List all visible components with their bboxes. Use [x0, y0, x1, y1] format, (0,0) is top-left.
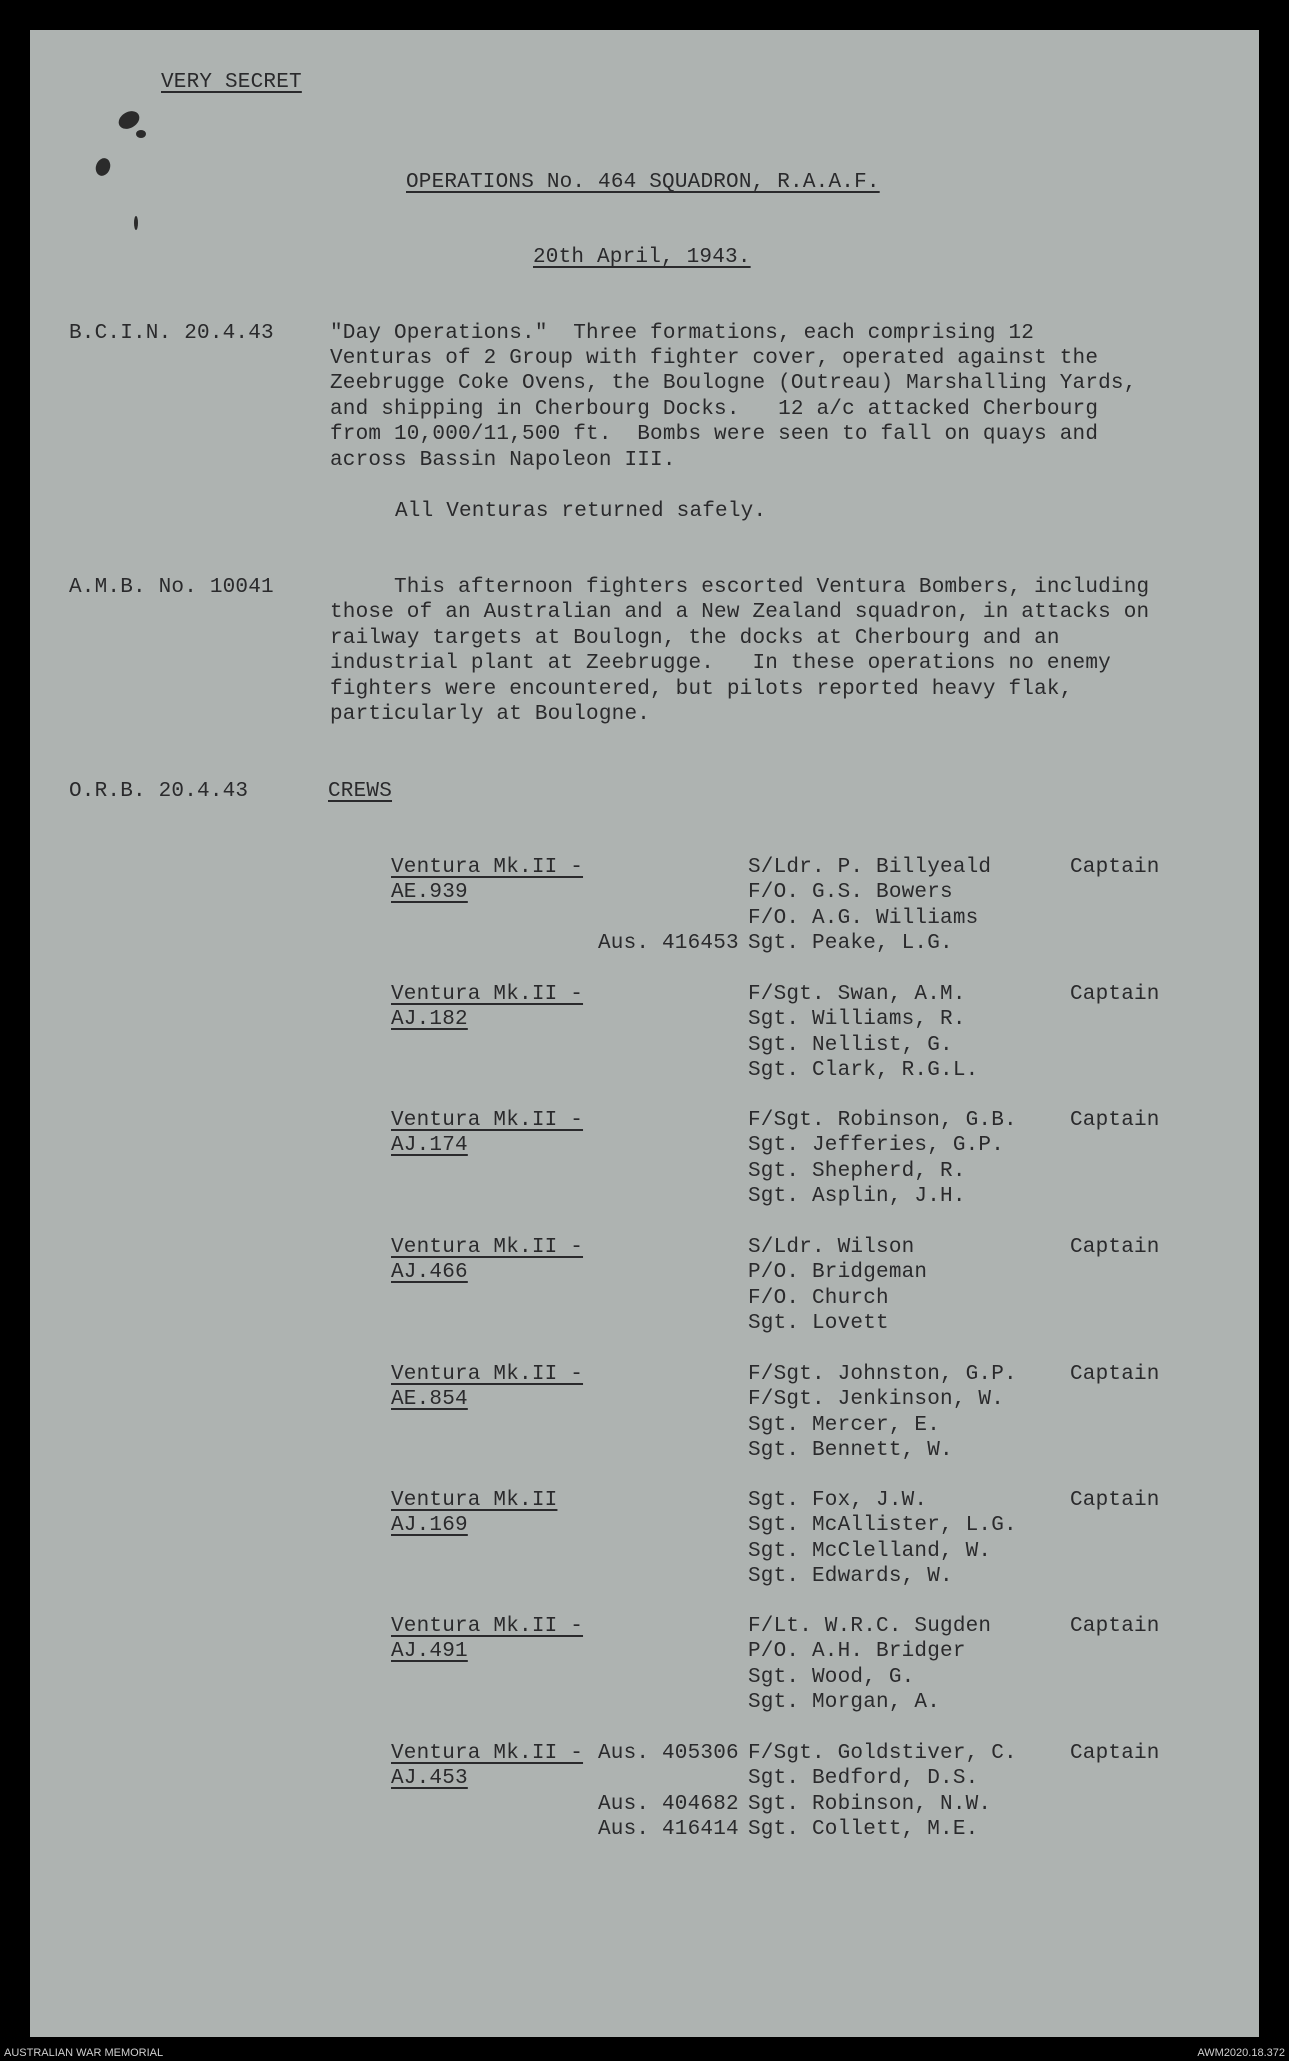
section-line: "Day Operations." Three formations, each comprising 12 [330, 322, 1035, 345]
aircraft-type: Ventura Mk.II - [391, 983, 584, 1006]
service-number: Aus. 405306 [598, 1742, 739, 1765]
aircraft-serial: AE.854 [391, 1388, 468, 1411]
section-ref: A.M.B. No. 10041 [69, 576, 274, 599]
crew-member: F/Sgt. Swan, A.M. [748, 983, 966, 1006]
section-line: across Bassin Napoleon III. [330, 449, 676, 472]
crew-member: Sgt. Clark, R.G.L. [748, 1059, 979, 1082]
crew-member: Sgt. Shepherd, R. [748, 1160, 966, 1183]
aircraft-type: Ventura Mk.II - [391, 1236, 584, 1259]
aircraft-type: Ventura Mk.II - [391, 856, 584, 879]
crew-member: S/Ldr. Wilson [748, 1236, 915, 1259]
section-line: particularly at Boulogne. [330, 703, 651, 726]
captain-label: Captain [1070, 1109, 1160, 1132]
section-ref: O.R.B. 20.4.43 [69, 780, 249, 803]
crew-member: Sgt. Bennett, W. [748, 1439, 953, 1462]
aircraft-type: Ventura Mk.II - [391, 1615, 584, 1638]
section-line: from 10,000/11,500 ft. Bombs were seen to fall on quays and [330, 423, 1099, 446]
crew-member: Sgt. Mercer, E. [748, 1414, 941, 1437]
crew-member: P/O. A.H. Bridger [748, 1640, 966, 1663]
stain-mark [93, 156, 112, 178]
aircraft-serial: AJ.466 [391, 1261, 468, 1284]
document-page [30, 30, 1259, 2037]
section-line: railway targets at Boulogn, the docks at Cherbourg and an [330, 627, 1060, 650]
crew-member: Sgt. Edwards, W. [748, 1565, 953, 1588]
captain-label: Captain [1070, 983, 1160, 1006]
aircraft-serial: AJ.453 [391, 1767, 468, 1790]
footer-reference-number: AWM2020.18.372 [1197, 2047, 1285, 2059]
stain-mark [134, 216, 138, 230]
aircraft-serial: AJ.169 [391, 1514, 468, 1537]
aircraft-type: Ventura Mk.II - [391, 1109, 584, 1132]
crew-member: F/O. A.G. Williams [748, 907, 979, 930]
service-number: Aus. 416453 [598, 932, 739, 955]
crew-member: Sgt. McClelland, W. [748, 1540, 992, 1563]
crew-member: Sgt. Lovett [748, 1312, 889, 1335]
crew-member: F/Sgt. Jenkinson, W. [748, 1388, 1005, 1411]
section-line: Venturas of 2 Group with fighter cover, operated against the [330, 347, 1099, 370]
crew-member: Sgt. Morgan, A. [748, 1691, 941, 1714]
crew-member: F/Lt. W.R.C. Sugden [748, 1615, 992, 1638]
crew-member: P/O. Bridgeman [748, 1261, 928, 1284]
footer-archive-name: AUSTRALIAN WAR MEMORIAL [4, 2047, 164, 2059]
crew-member: F/Sgt. Johnston, G.P. [748, 1363, 1017, 1386]
section-line: and shipping in Cherbourg Docks. 12 a/c attacked Cherbourg [330, 398, 1099, 421]
captain-label: Captain [1070, 1236, 1160, 1259]
crew-member: Sgt. Asplin, J.H. [748, 1185, 966, 1208]
section-line: Zeebrugge Coke Ovens, the Boulogne (Outreau) Marshalling Yards, [330, 372, 1137, 395]
aircraft-type: Ventura Mk.II - [391, 1742, 584, 1765]
crew-member: Sgt. Jefferies, G.P. [748, 1134, 1005, 1157]
section-line: fighters were encountered, but pilots reported heavy flak, [330, 678, 1073, 701]
crew-member: Sgt. Robinson, N.W. [748, 1793, 992, 1816]
crew-member: Sgt. Williams, R. [748, 1008, 966, 1031]
captain-label: Captain [1070, 1742, 1160, 1765]
aircraft-serial: AJ.491 [391, 1640, 468, 1663]
classification-label: VERY SECRET [161, 71, 302, 94]
captain-label: Captain [1070, 1489, 1160, 1512]
aircraft-serial: AJ.174 [391, 1134, 468, 1157]
crew-member: Sgt. Bedford, D.S. [748, 1767, 979, 1790]
stain-mark [115, 108, 142, 133]
crew-member: Sgt. Peake, L.G. [748, 932, 953, 955]
crew-member: F/Sgt. Goldstiver, C. [748, 1742, 1017, 1765]
section-note: All Venturas returned safely. [395, 500, 767, 523]
section-ref: B.C.I.N. 20.4.43 [69, 322, 274, 345]
crew-member: Sgt. Wood, G. [748, 1666, 915, 1689]
section-line: those of an Australian and a New Zealand squadron, in attacks on [330, 601, 1150, 624]
service-number: Aus. 404682 [598, 1793, 739, 1816]
aircraft-type: Ventura Mk.II - [391, 1363, 584, 1386]
crew-member: F/O. G.S. Bowers [748, 881, 953, 904]
crew-member: F/Sgt. Robinson, G.B. [748, 1109, 1017, 1132]
captain-label: Captain [1070, 856, 1160, 879]
crews-heading: CREWS [328, 780, 393, 803]
aircraft-serial: AJ.182 [391, 1008, 468, 1031]
section-line: This afternoon fighters escorted Ventura Bombers, including [330, 576, 1150, 599]
crew-member: Sgt. McAllister, L.G. [748, 1514, 1017, 1537]
stain-mark [136, 130, 146, 138]
aircraft-serial: AE.939 [391, 881, 468, 904]
service-number: Aus. 416414 [598, 1818, 739, 1841]
document-date: 20th April, 1943. [533, 246, 751, 269]
section-line: industrial plant at Zeebrugge. In these operations no enemy [330, 652, 1111, 675]
aircraft-type: Ventura Mk.II [391, 1489, 558, 1512]
crew-member: Sgt. Fox, J.W. [748, 1489, 928, 1512]
crew-member: Sgt. Collett, M.E. [748, 1818, 979, 1841]
document-title: OPERATIONS No. 464 SQUADRON, R.A.A.F. [406, 171, 880, 194]
crew-member: F/O. Church [748, 1287, 889, 1310]
captain-label: Captain [1070, 1363, 1160, 1386]
crew-member: S/Ldr. P. Billyeald [748, 856, 992, 879]
crew-member: Sgt. Nellist, G. [748, 1034, 953, 1057]
captain-label: Captain [1070, 1615, 1160, 1638]
